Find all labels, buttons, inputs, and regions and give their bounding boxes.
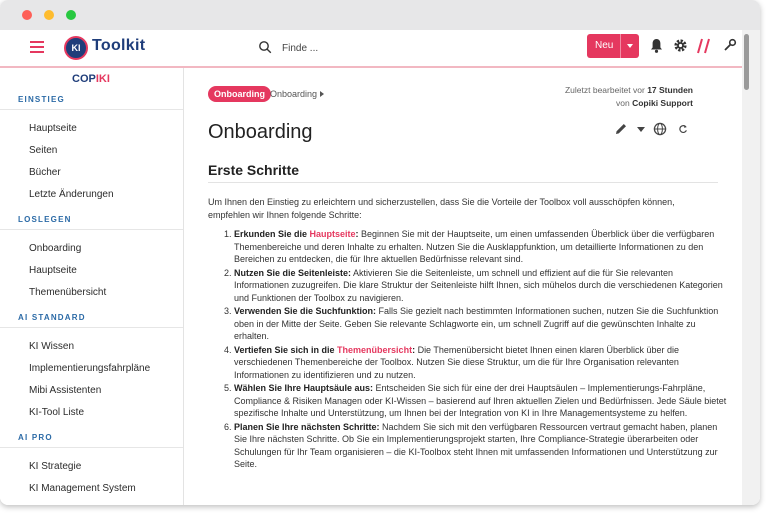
step-title: Vertiefen Sie sich in die xyxy=(234,344,338,355)
intro-paragraph: Um Ihnen den Einstieg zu erleichtern und sicherzustellen, dass Sie die Vorteile der Toolbox voll ausschöpfen können, empfehlen wir Ihnen folgende Schritte: xyxy=(208,197,675,220)
step-title: Wählen Sie Ihre Hauptsäule aus: xyxy=(234,383,374,393)
step-text: Die Themenübersicht bietet Ihnen einen klaren Überblick über die verschiedenen Themenbereiche der Toolbox. Nutzen Sie diese Struktur, um die für Ihre Organisation relevanten Informationen zu identifizieren und zu nutzen. xyxy=(234,344,680,380)
step-text: Nachdem Sie sich mit den verfügbaren Ressourcen vertraut gemacht haben, planen Sie Ihre nächsten Schritte. Ob Sie ein Implementierungsprojekt starten, Ihre Compliance-Strategie überarbeiten oder Schulungen für Ihr Team organisieren – die KI-Toolbox steht Ihnen mit umfassenden Informationen und Unterstützung zur Seite. xyxy=(234,421,718,469)
breadcrumb-badge[interactable]: Onboarding xyxy=(208,86,271,102)
top-bar xyxy=(0,30,742,68)
list-item xyxy=(234,305,729,343)
search-icon xyxy=(258,40,272,54)
sidebar-item-onboarding[interactable]: Onboarding xyxy=(29,243,82,254)
sidebar-item-ki-strategie[interactable]: KI Strategie xyxy=(29,461,82,472)
window-titlebar xyxy=(0,0,760,30)
step-title: Verwenden Sie die Suchfunktion: xyxy=(234,306,377,316)
copiki-logo-prefix: COP xyxy=(72,73,96,85)
app-name: Toolkit xyxy=(92,37,146,54)
section-divider xyxy=(208,182,718,183)
step-text: Aktivieren Sie die Seitenleiste, um schnell und effizient auf die für Sie relevanten Informationen zuzugreifen. Die klare Struktur der Seitenleiste hilft Ihnen, sich mühelos durch die verschiedenen Kategorien und Funktionen der Toolbox zu navigieren. xyxy=(234,267,723,303)
refresh-icon[interactable] xyxy=(678,124,688,134)
sidebar-item-ki-management-system[interactable]: KI Management System xyxy=(29,483,136,494)
list-item xyxy=(234,421,729,471)
menu-icon[interactable] xyxy=(30,41,44,53)
breadcrumb-current[interactable]: Onboarding xyxy=(270,89,318,99)
step-text: Beginnen Sie mit der Hauptseite, um einen umfassenden Überblick über die verfügbaren Themenbereiche und deren Inhalte zu erhalten. Nutzen Sie die Ausklappfunktion, um detaillierte Informationen zu den Bereichen zu entdecken, die für Ihre aktuellen Bedürfnisse relevant sind. xyxy=(234,229,715,264)
themenuebersicht-link[interactable]: Themenübersicht xyxy=(337,344,413,355)
last-edited-by-line xyxy=(493,97,693,110)
sidebar-item-letzte-aenderungen[interactable]: Letzte Änderungen xyxy=(29,189,114,200)
search-input[interactable] xyxy=(280,38,484,58)
globe-icon[interactable] xyxy=(653,122,667,136)
sidebar-item-buecher[interactable]: Bücher xyxy=(29,167,61,178)
list-item xyxy=(234,382,729,420)
sidebar-divider xyxy=(0,229,183,230)
last-edited-author[interactable]: Copiki Support xyxy=(632,98,693,108)
last-edited-line xyxy=(493,84,693,97)
page-title: Onboarding xyxy=(208,121,313,143)
sidebar-item-hauptseite[interactable]: Hauptseite xyxy=(29,123,77,134)
sidebar-item-ki-wissen[interactable]: KI Wissen xyxy=(29,341,75,352)
steps-list xyxy=(208,228,729,472)
last-edited-time: 17 Stunden xyxy=(647,85,693,95)
sidebar-divider xyxy=(0,109,183,110)
bell-icon[interactable] xyxy=(650,38,663,54)
sidebar-divider xyxy=(0,447,183,448)
scrollbar-track[interactable] xyxy=(742,30,760,505)
last-edited-by-prefix: von xyxy=(616,98,633,108)
gear-icon[interactable] xyxy=(673,38,688,53)
sidebar-item-seiten[interactable]: Seiten xyxy=(29,145,58,156)
sidebar-item-mibi-assistenten[interactable]: Mibi Assistenten xyxy=(29,385,102,396)
sidebar xyxy=(0,68,184,505)
step-title: Nutzen Sie die Seitenleiste: xyxy=(234,267,352,278)
step-title: Planen Sie Ihre nächsten Schritte: xyxy=(234,421,380,432)
list-item xyxy=(234,228,729,266)
caret-down-icon[interactable] xyxy=(637,127,645,133)
main-content xyxy=(184,68,742,505)
copiki-logo-suffix: IKI xyxy=(95,73,110,85)
section-heading: Erste Schritte xyxy=(208,162,300,178)
sidebar-item-implementierungsfahrplaene[interactable]: Implementierungsfahrpläne xyxy=(29,363,151,374)
minimize-window-button[interactable] xyxy=(44,10,54,20)
new-button[interactable] xyxy=(587,34,639,58)
new-button-divider xyxy=(620,34,621,58)
list-item xyxy=(234,344,729,382)
scrollbar-thumb[interactable] xyxy=(744,34,749,90)
sidebar-section-loslegen: LOSLEGEN xyxy=(18,215,72,224)
last-edited-info xyxy=(493,84,693,110)
step-title-suffix: : xyxy=(412,344,416,355)
step-title-suffix: : xyxy=(355,229,359,239)
sidebar-item-themenuebersicht[interactable]: Themenübersicht xyxy=(29,287,107,298)
copiki-logo[interactable] xyxy=(72,73,110,85)
chevron-right-icon xyxy=(320,91,324,97)
app-logo[interactable] xyxy=(64,36,156,60)
sidebar-item-hauptseite-2[interactable]: Hauptseite xyxy=(29,265,77,276)
sidebar-section-einstieg: EINSTIEG xyxy=(18,95,65,104)
sidebar-section-ai-standard: AI STANDARD xyxy=(18,313,86,322)
step-text: Falls Sie gezielt nach bestimmten Informationen suchen, nutzen Sie die Suchfunktion oben in der Mitte der Seite. Geben Sie relevante Schlagworte ein, um schnell Zugriff auf die gewünschten Inhalte zu erhalten. xyxy=(234,306,719,341)
sidebar-item-ki-tool-liste[interactable]: KI-Tool Liste xyxy=(29,407,85,418)
maximize-window-button[interactable] xyxy=(66,10,76,20)
new-button-label: Neu xyxy=(595,40,614,51)
hauptseite-link[interactable]: Hauptseite xyxy=(309,229,356,239)
last-edited-prefix: Zuletzt bearbeitet vor xyxy=(564,85,648,95)
sidebar-divider xyxy=(0,327,183,328)
step-text: Entscheiden Sie sich für eine der drei Hauptsäulen – Implementierungs-Fahrpläne, Compliance & Risiken Managen oder KI-Wissen – basierend auf Ihren aktuellen Zielen und Bedürfnissen. Jede Säule bietet spezifische Inhalte und Unterstützung, um Ihnen bei der Integration von KI in Ihre Managementsysteme zu helfen. xyxy=(234,383,727,418)
step-title: Erkunden Sie die xyxy=(234,229,310,239)
pencil-icon[interactable] xyxy=(614,122,628,136)
wrench-icon[interactable] xyxy=(723,38,737,52)
slash-icon[interactable] xyxy=(697,38,711,54)
close-window-button[interactable] xyxy=(22,10,32,20)
sidebar-section-ai-pro: AI PRO xyxy=(18,433,53,442)
chevron-down-icon[interactable] xyxy=(627,44,633,48)
list-item xyxy=(234,267,729,305)
logo-badge: KI xyxy=(64,36,88,60)
